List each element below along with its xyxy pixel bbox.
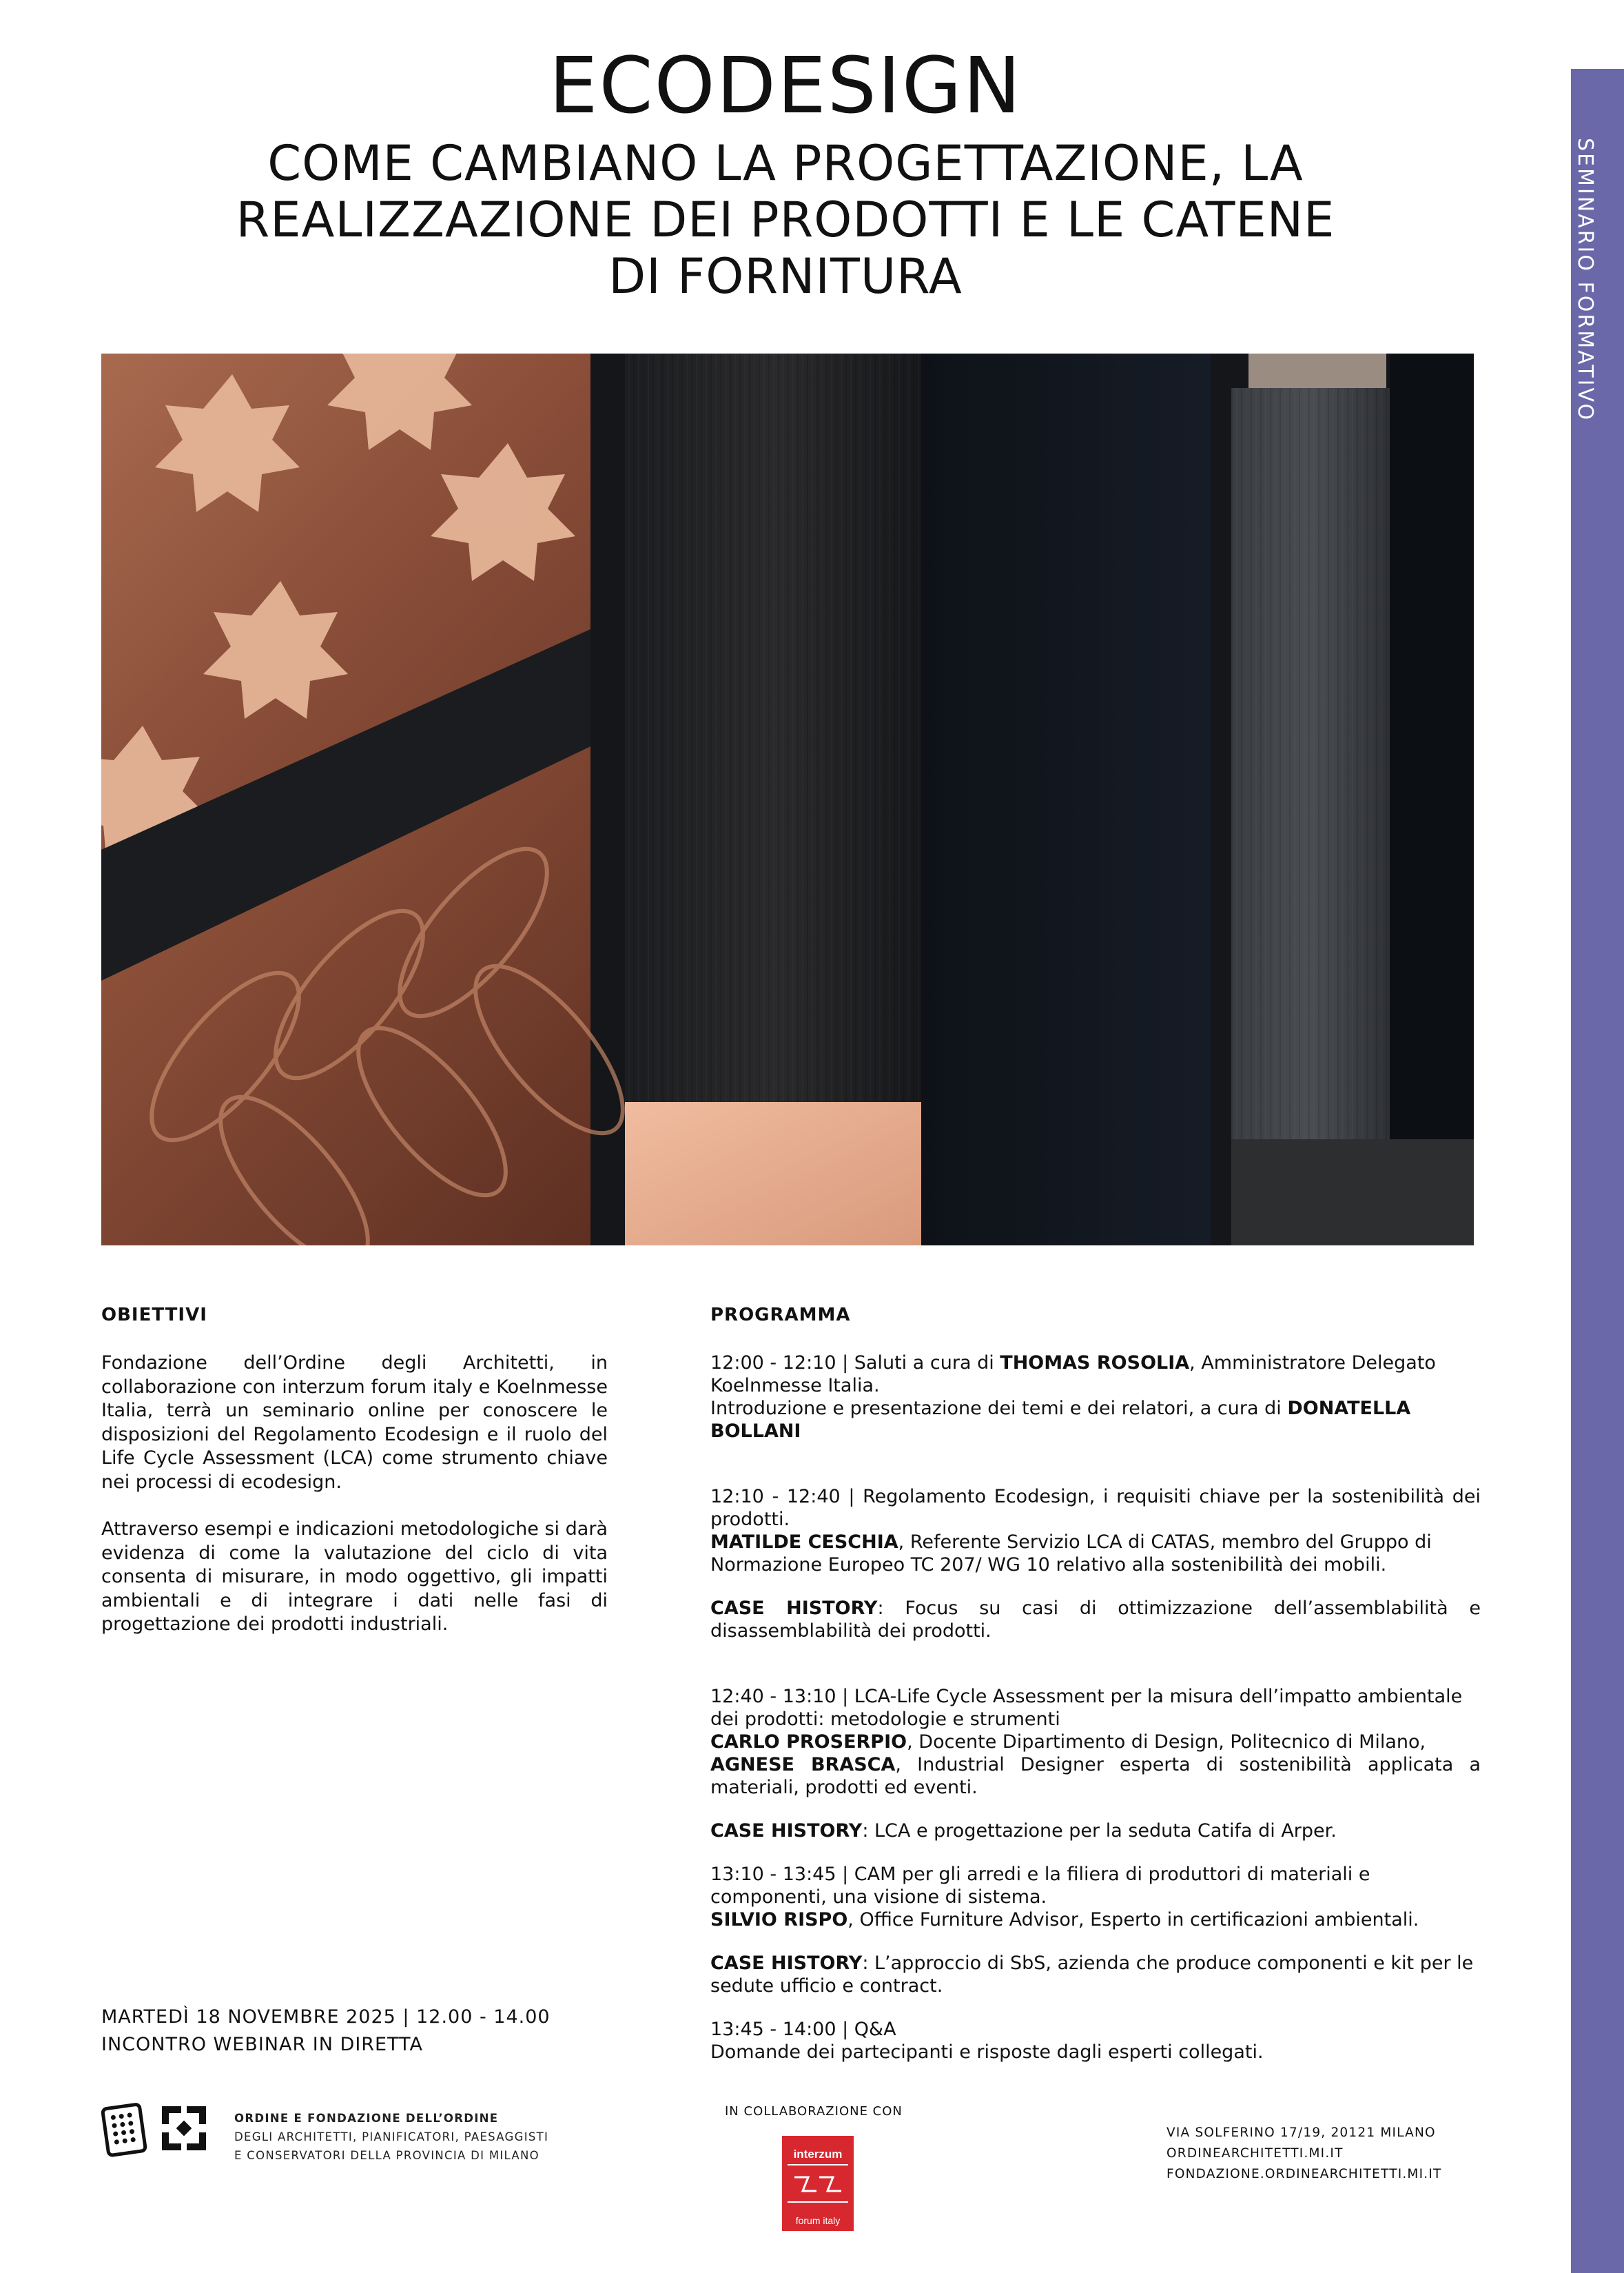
address-block — [1166, 2123, 1442, 2185]
program-slot-4 — [710, 1863, 1481, 1997]
event-date-time: MARTEDÌ 18 NOVEMBRE 2025 | 12.00 - 14.00 — [101, 2006, 551, 2028]
programma-section — [710, 1305, 1481, 2063]
program-text: 13:10 - 13:45 | CAM per gli arredi e la filiera di produttori di materiali e componenti, una visione di sistema. — [710, 1864, 1370, 1908]
obiettivi-section — [101, 1305, 608, 1660]
interzum-subtitle: forum italy — [795, 2215, 841, 2226]
case-history-label: CASE HISTORY — [710, 1953, 863, 1974]
case-history — [710, 1597, 1481, 1642]
program-text — [710, 1731, 1481, 1753]
ordine-line: ORDINE E FONDAZIONE DELL’ORDINE — [234, 2112, 499, 2125]
program-text — [710, 1908, 1481, 1931]
obiettivi-paragraph: Attraverso esempi e indicazioni metodologiche si darà evidenza di come la valutazione del ciclo di vita consenta di misurare, in modo oggettivo, gli impatti ambientali e di integrare i dati nelle fasi di progettazione dei prodotti industriali. — [101, 1518, 608, 1635]
ordine-line: DEGLI ARCHITETTI, PIANIFICATORI, PAESAGGISTI — [234, 2130, 549, 2143]
program-slot-2 — [710, 1485, 1481, 1642]
program-slot-1 — [710, 1352, 1481, 1443]
program-text — [710, 1531, 1481, 1576]
case-history-text: : LCA e progettazione per la seduta Catifa di Arper. — [862, 1820, 1337, 1842]
program-text: 12:40 - 13:10 | LCA-Life Cycle Assessment per la misura dell’impatto ambientale dei prodotti: metodologie e strumenti — [710, 1686, 1463, 1730]
side-label: SEMINARIO FORMATIVO — [1573, 138, 1597, 422]
page-subtitle — [83, 135, 1488, 305]
speaker-role: , Docente Dipartimento di Design, Politecnico di Milano, — [907, 1731, 1426, 1753]
speaker-name: THOMAS ROSOLIA — [1000, 1352, 1190, 1374]
obiettivi-heading: OBIETTIVI — [101, 1305, 207, 1325]
case-history-label: CASE HISTORY — [710, 1598, 878, 1619]
program-text — [710, 1352, 1481, 1397]
subtitle-line: REALIZZAZIONE DEI PRODOTTI E LE CATENE — [236, 192, 1335, 248]
wood-panels-illustration — [101, 354, 1474, 1245]
event-format: INCONTRO WEBINAR IN DIRETTA — [101, 2034, 424, 2055]
case-history-text: : L’approccio di SbS, azienda che produce componenti e kit per le sedute ufficio e contract. — [710, 1953, 1474, 1997]
speaker-name: MATILDE CESCHIA — [710, 1531, 898, 1553]
subtitle-line: COME CAMBIANO LA PROGETTAZIONE, LA — [267, 135, 1304, 192]
event-date — [101, 2004, 551, 2059]
subtitle-line: DI FORNITURA — [608, 248, 963, 305]
program-desc: Introduzione e presentazione dei temi e dei relatori, a cura di — [710, 1398, 1288, 1419]
program-slot-5 — [710, 2018, 1481, 2063]
collaboration-label: IN COLLABORAZIONE CON — [725, 2104, 903, 2119]
hero-image — [101, 354, 1474, 1245]
case-history — [710, 1952, 1481, 1997]
address-street: VIA SOLFERINO 17/19, 20121 MILANO — [1166, 2126, 1436, 2140]
program-text — [710, 1753, 1481, 1799]
speaker-role: , Amministratore Delegato Koelnmesse Italia. — [710, 1352, 1436, 1396]
speaker-role: , Office Furniture Advisor, Esperto in certificazioni ambientali. — [847, 1909, 1419, 1930]
ordine-logo-icon — [101, 2102, 225, 2157]
speaker-role: , Industrial Designer esperta di sostenibilità applicata a materiali, prodotti ed eventi. — [710, 1754, 1481, 1798]
program-text — [710, 1397, 1481, 1443]
obiettivi-paragraph: Fondazione dell’Ordine degli Architetti, in collaborazione con interzum forum italy e Koelnmesse Italia, terrà un seminario online per conoscere le disposizioni del Regolamento Ecodesign e il ruolo del Life Cycle Assessment (LCA) come strumento chiave nei processi di ecodesign. — [101, 1352, 608, 1493]
program-text: Domande dei partecipanti e risposte dagli esperti collegati. — [710, 2041, 1264, 2063]
program-text: 12:10 - 12:40 | Regolamento Ecodesign, i requisiti chiave per la sostenibilità dei prodotti. — [710, 1486, 1481, 1530]
speaker-name: CARLO PROSERPIO — [710, 1731, 907, 1753]
program-text: 13:45 - 14:00 | Q&A — [710, 2019, 896, 2040]
program-slot-3 — [710, 1685, 1481, 1842]
case-history — [710, 1820, 1481, 1842]
case-history-text: : Focus su casi di ottimizzazione dell’assemblabilità e disassemblabilità dei prodotti. — [710, 1598, 1481, 1642]
website-link[interactable]: ORDINEARCHITETTI.MI.IT — [1166, 2146, 1344, 2161]
speaker-name: DONATELLA BOLLANI — [710, 1398, 1411, 1442]
page-title: ECODESIGN — [548, 41, 1022, 131]
programma-heading: PROGRAMMA — [710, 1305, 851, 1325]
speaker-name: SILVIO RISPO — [710, 1909, 848, 1930]
interzum-wordmark: interzum — [793, 2148, 843, 2161]
interzum-logo-icon — [782, 2136, 854, 2231]
ordine-line: E CONSERVATORI DELLA PROVINCIA DI MILANO — [234, 2149, 539, 2162]
speaker-name: AGNESE BRASCA — [710, 1754, 896, 1775]
foundation-website-link[interactable]: FONDAZIONE.ORDINEARCHITETTI.MI.IT — [1166, 2167, 1442, 2181]
ordine-name — [234, 2109, 548, 2165]
program-time-text: 12:00 - 12:10 | Saluti a cura di — [710, 1352, 1000, 1374]
speaker-role: , Referente Servizio LCA di CATAS, membro del Gruppo di Normazione Europeo TC 207/ WG 10 relativo alla sostenibilità dei mobili. — [710, 1531, 1432, 1576]
case-history-label: CASE HISTORY — [710, 1820, 863, 1842]
